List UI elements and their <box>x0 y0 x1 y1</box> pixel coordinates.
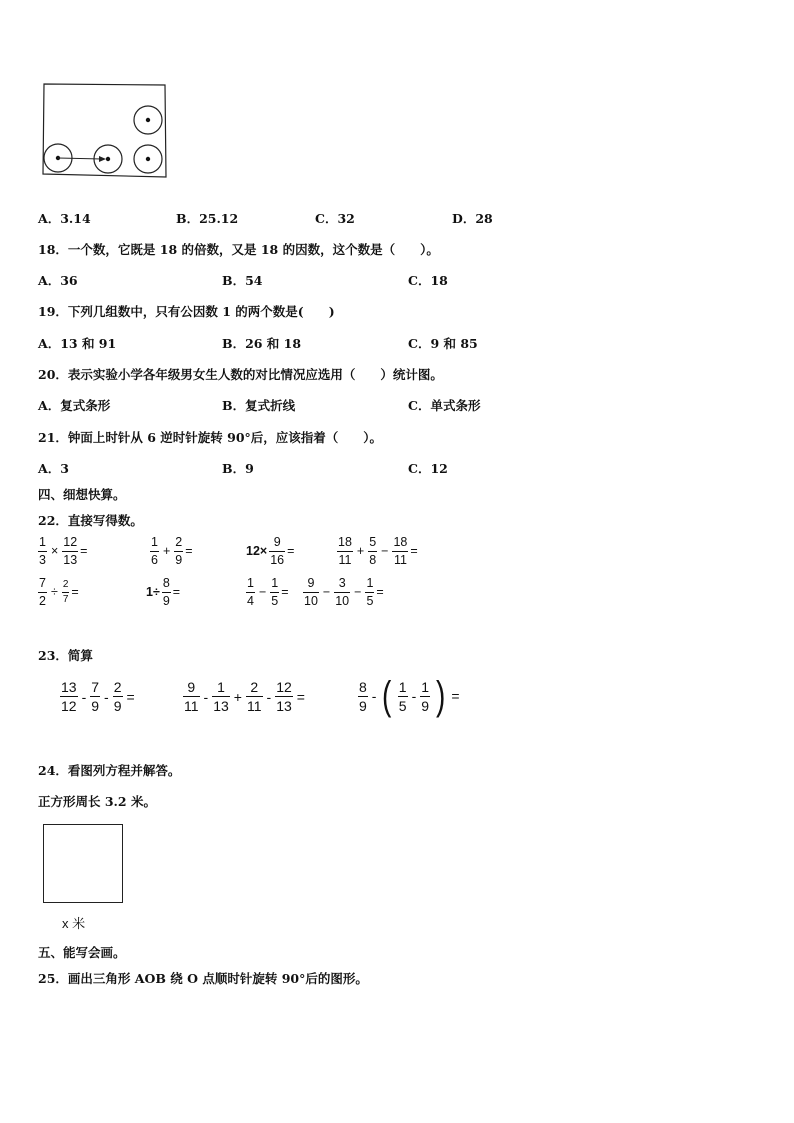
q19-text: 19．下列几组数中，只有公因数 1 的两个数是( ) <box>38 304 335 319</box>
q20-option-a: A．复式条形 <box>38 398 111 413</box>
fraction: $\frac{1}{6}$ <box>151 535 158 567</box>
q22-expr-5: $\frac{7}{2}$ ÷ $\frac{2}{7}$ = <box>39 576 79 608</box>
q21-option-a: A．3 <box>38 461 69 476</box>
fraction: $\frac{9}{16}$ <box>270 535 285 567</box>
q17-option-b: B．25.12 <box>176 211 239 226</box>
fraction: $\frac{18}{11}$ <box>338 535 352 567</box>
q19-option-c: C．9 和 85 <box>408 336 478 351</box>
square-figure <box>43 824 123 903</box>
q18-option-c: C．18 <box>408 273 448 288</box>
fraction: $\frac{1}{3}$ <box>39 535 46 567</box>
fraction: $\frac{7}{2}$ <box>39 576 46 608</box>
fraction: $\frac{1}{5}$ <box>271 576 279 608</box>
fraction: $\frac{13}{12}$ <box>61 679 77 714</box>
fraction: $\frac{9}{10}$ <box>304 576 318 608</box>
q21-option-b: B．9 <box>222 461 254 476</box>
fraction: $\frac{2}{11}$ <box>246 679 262 714</box>
q22-expr-6: 1÷ $\frac{8}{9}$ = <box>146 576 181 608</box>
q23-title: 23．简算 <box>38 648 93 663</box>
fraction: $\frac{3}{10}$ <box>335 576 350 608</box>
q21-text: 21．钟面上时针从 6 逆时针旋转 90°后，应该指着（ ）。 <box>38 430 383 445</box>
fraction: $\frac{1}{9}$ <box>421 678 430 714</box>
fraction: $\frac{12}{13}$ <box>63 535 78 567</box>
q20-option-c: C．单式条形 <box>408 398 481 413</box>
q17-option-d: D．28 <box>452 211 493 226</box>
fraction: $\frac{1}{4}$ <box>247 576 254 608</box>
q22-expr-2: $\frac{1}{6}$ + $\frac{2}{9}$ = <box>151 535 193 567</box>
q22-expr-3: 12× $\frac{9}{16}$ = <box>246 535 295 567</box>
q18-text: 18．一个数，它既是 18 的倍数，又是 18 的因数，这个数是（ ）。 <box>38 242 439 257</box>
fraction: $\frac{8}{9}$ <box>162 576 170 608</box>
q23-expr-1: $\frac{13}{12}$ - $\frac{7}{9}$ - $\frac{2}{9}$ = <box>61 679 135 714</box>
q22-title: 22．直接写得数。 <box>38 513 143 528</box>
q19-option-a: A．13 和 91 <box>38 336 117 351</box>
fraction: $\frac{5}{8}$ <box>369 535 377 567</box>
fraction: $\frac{1}{13}$ <box>213 679 229 714</box>
section-4-heading: 四、细想快算。 <box>38 487 126 502</box>
fraction: $\frac{8}{9}$ <box>359 678 367 714</box>
fraction: $\frac{7}{9}$ <box>91 679 100 714</box>
fraction: $\frac{18}{11}$ <box>393 535 408 567</box>
left-paren: ( <box>382 674 392 718</box>
fraction: $\frac{2}{9}$ <box>113 679 122 714</box>
fraction: $\frac{1}{5}$ <box>398 678 407 714</box>
circles-figure <box>40 82 170 182</box>
q23-expr-3: $\frac{8}{9}$ - ( $\frac{1}{5}$ - $\frac{1}{9}$ ) = <box>359 674 460 718</box>
fraction: $\frac{2}{9}$ <box>175 535 183 567</box>
q24-title: 24．看图列方程并解答。 <box>38 763 181 778</box>
fraction: $\frac{12}{13}$ <box>276 679 292 714</box>
q19-option-b: B．26 和 18 <box>222 336 302 351</box>
q22-expr-7: $\frac{1}{4}$ − $\frac{1}{5}$ = <box>247 576 289 608</box>
fraction: $\frac{9}{11}$ <box>184 679 199 714</box>
q22-expr-4: $\frac{18}{11}$ + $\frac{5}{8}$ − $\frac{18}{11}$ = <box>338 535 418 567</box>
fraction: $\frac{1}{5}$ <box>366 576 374 608</box>
q22-expr-1: $\frac{1}{3}$ × $\frac{12}{13}$ = <box>39 535 88 567</box>
section-5-heading: 五、能写会画。 <box>38 945 126 960</box>
q18-option-b: B．54 <box>222 273 263 288</box>
right-paren: ) <box>436 674 446 718</box>
q25-text: 25．画出三角形 AOB 绕 O 点顺时针旋转 90°后的图形。 <box>38 971 368 986</box>
square-side-label: x 米 <box>62 916 86 931</box>
q18-option-a: A．36 <box>38 273 78 288</box>
q17-option-a: A．3.14 <box>38 211 91 226</box>
q21-option-c: C．12 <box>408 461 448 476</box>
q23-expr-2: $\frac{9}{11}$ - $\frac{1}{13}$ + $\frac{2}{11}$ - $\frac{12}{13}$ = <box>184 679 305 714</box>
q20-text: 20．表示实验小学各年级男女生人数的对比情况应选用（ ）统计图。 <box>38 367 443 382</box>
fraction: $\frac{2}{7}$ <box>62 578 69 605</box>
q20-option-b: B．复式折线 <box>222 398 296 413</box>
q22-expr-8: $\frac{9}{10}$ − $\frac{3}{10}$ − $\frac{1}{5}$ = <box>304 576 384 608</box>
q24-subtitle: 正方形周长 3.2 米。 <box>38 794 156 809</box>
q17-option-c: C．32 <box>315 211 355 226</box>
